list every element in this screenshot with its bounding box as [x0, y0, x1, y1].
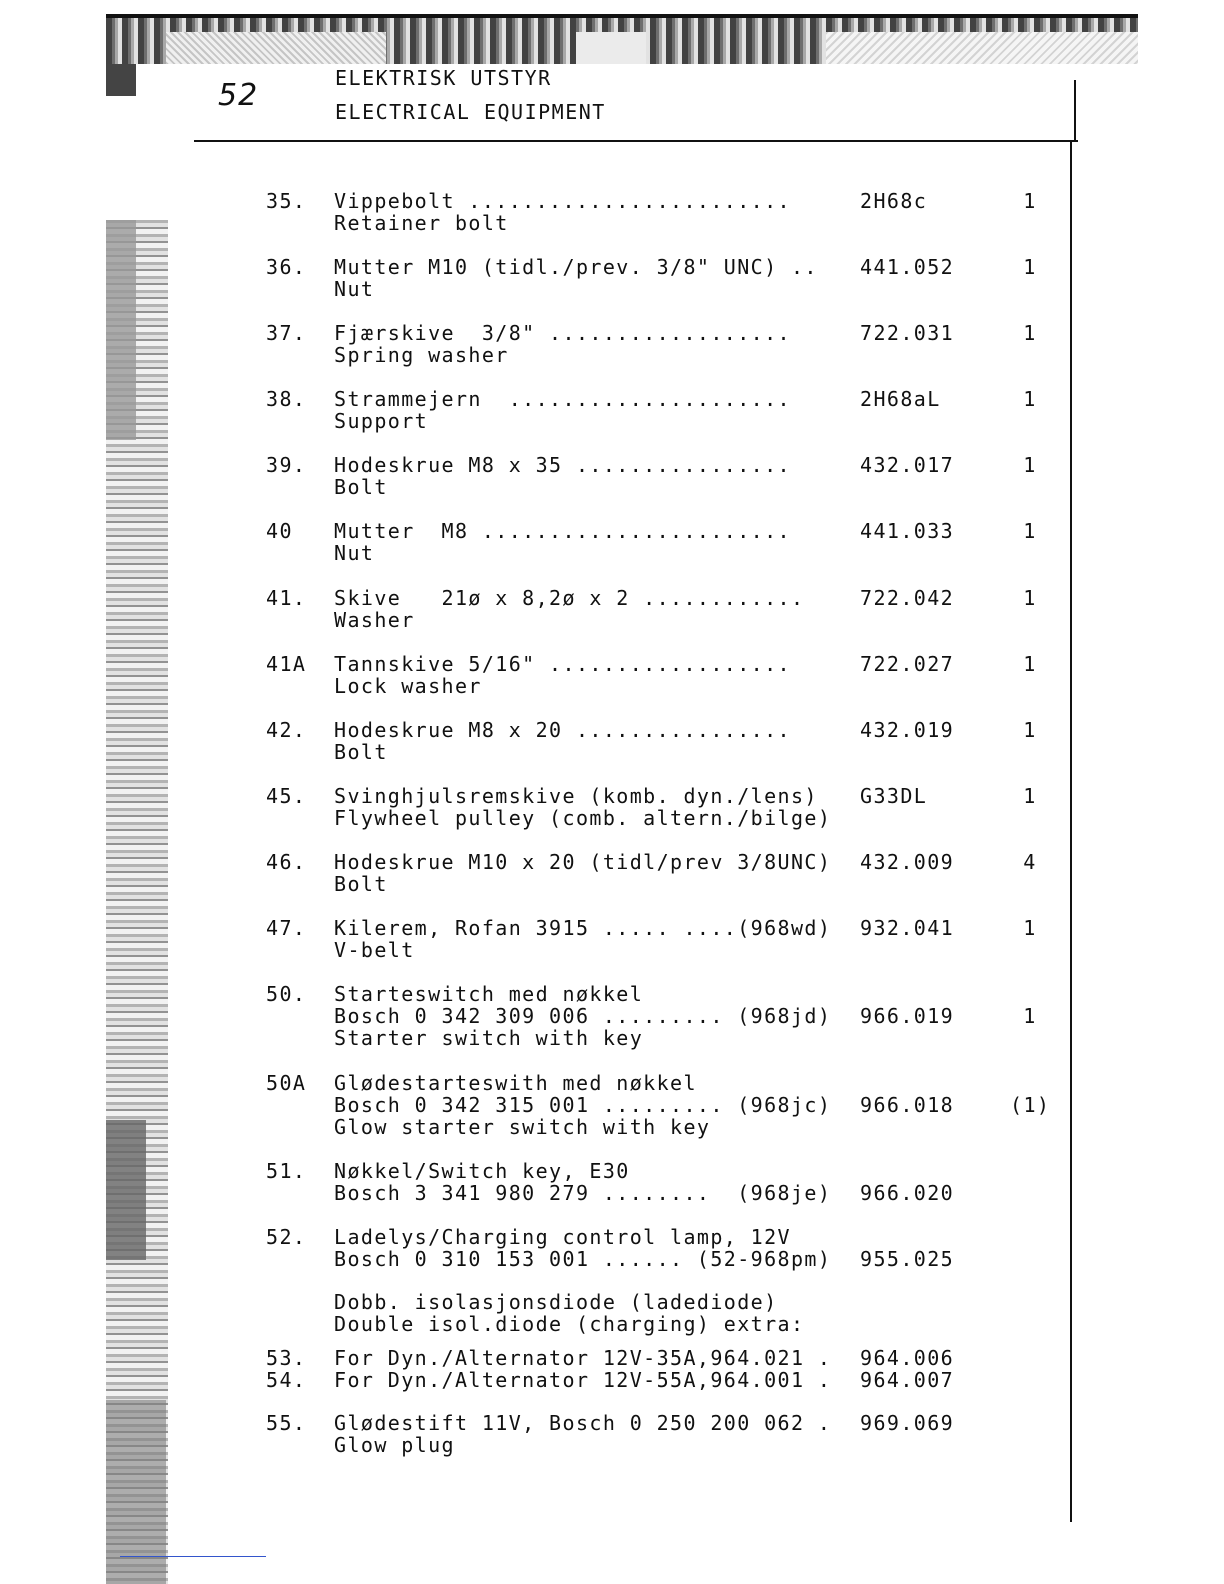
- part-quantity: 1: [1023, 519, 1037, 543]
- part-description: Starteswitch med nøkkel: [334, 982, 644, 1006]
- part-quantity: 1: [1023, 387, 1037, 411]
- part-item-number: 51.: [266, 1159, 307, 1183]
- part-item-number: 46.: [266, 850, 307, 874]
- part-number: 722.042: [860, 586, 955, 610]
- part-item-number: 50.: [266, 982, 307, 1006]
- part-description-line: Bolt: [334, 872, 388, 896]
- part-number: 441.033: [860, 519, 955, 543]
- part-description-line: Starter switch with key: [334, 1026, 644, 1050]
- part-quantity: 1: [1023, 453, 1037, 477]
- part-description-line: Support: [334, 409, 429, 433]
- part-number: 964.006: [860, 1346, 955, 1370]
- part-description-line: Glow plug: [334, 1433, 455, 1457]
- part-item-number: 47.: [266, 916, 307, 940]
- part-description-line: Bosch 0 310 153 001 ...... (52-968pm): [334, 1247, 832, 1271]
- part-description: Hodeskrue M10 x 20 (tidl/prev 3/8UNC): [334, 850, 832, 874]
- part-number: 969.069: [860, 1411, 955, 1435]
- part-number: 2H68c: [860, 189, 928, 213]
- part-quantity: 4: [1023, 850, 1037, 874]
- part-description: Dobb. isolasjonsdiode (ladediode): [334, 1290, 778, 1314]
- part-description-line: Bolt: [334, 475, 388, 499]
- part-number: 955.025: [860, 1247, 955, 1271]
- part-description-line: Nut: [334, 277, 375, 301]
- part-quantity: 1: [1023, 255, 1037, 279]
- part-item-number: 45.: [266, 784, 307, 808]
- part-description: Nøkkel/Switch key, E30: [334, 1159, 630, 1183]
- part-description-line: Bosch 0 342 315 001 ......... (968jc): [334, 1093, 832, 1117]
- part-number: 432.019: [860, 718, 955, 742]
- part-number: 432.009: [860, 850, 955, 874]
- part-quantity: 1: [1023, 652, 1037, 676]
- part-description: Glødestarteswith med nøkkel: [334, 1071, 697, 1095]
- part-item-number: 53.: [266, 1346, 307, 1370]
- part-quantity: 1: [1023, 718, 1037, 742]
- part-quantity: 1: [1023, 321, 1037, 345]
- page-number: 52: [218, 78, 259, 113]
- part-item-number: 35.: [266, 189, 307, 213]
- part-number: 432.017: [860, 453, 955, 477]
- section-title-english: ELECTRICAL EQUIPMENT: [335, 100, 606, 124]
- part-description-line: V-belt: [334, 938, 415, 962]
- part-number: 932.041: [860, 916, 955, 940]
- part-description-line: Double isol.diode (charging) extra:: [334, 1312, 805, 1336]
- part-description-line: Spring washer: [334, 343, 509, 367]
- part-item-number: 52.: [266, 1225, 307, 1249]
- part-description-line: Lock washer: [334, 674, 482, 698]
- part-description: Hodeskrue M8 x 20 ................: [334, 718, 791, 742]
- part-description: Vippebolt ........................: [334, 189, 791, 213]
- part-description-line: Bolt: [334, 740, 388, 764]
- part-description: Tannskive 5/16" ..................: [334, 652, 791, 676]
- part-description: For Dyn./Alternator 12V-55A,964.001 .: [334, 1368, 832, 1392]
- part-quantity: (1): [1010, 1093, 1051, 1117]
- part-quantity: 1: [1023, 586, 1037, 610]
- part-item-number: 41A: [266, 652, 307, 676]
- part-number: 722.031: [860, 321, 955, 345]
- part-description: Skive 21ø x 8,2ø x 2 ............: [334, 586, 805, 610]
- part-description: Hodeskrue M8 x 35 ................: [334, 453, 791, 477]
- part-item-number: 38.: [266, 387, 307, 411]
- part-quantity: 1: [1023, 784, 1037, 808]
- part-description: Kilerem, Rofan 3915 ..... ....(968wd): [334, 916, 832, 940]
- part-item-number: 36.: [266, 255, 307, 279]
- part-item-number: 40: [266, 519, 293, 543]
- part-description: Mutter M8 .......................: [334, 519, 791, 543]
- part-description: Svinghjulsremskive (komb. dyn./lens): [334, 784, 818, 808]
- part-item-number: 41.: [266, 586, 307, 610]
- part-number: G33DL: [860, 784, 928, 808]
- part-number: 2H68aL: [860, 387, 941, 411]
- part-description-line: Nut: [334, 541, 375, 565]
- part-description-line: Glow starter switch with key: [334, 1115, 711, 1139]
- part-item-number: 37.: [266, 321, 307, 345]
- part-quantity: 1: [1023, 916, 1037, 940]
- section-title-norwegian: ELEKTRISK UTSTYR: [335, 66, 552, 90]
- part-description-line: Bosch 3 341 980 279 ........ (968je): [334, 1181, 832, 1205]
- part-description: Mutter M10 (tidl./prev. 3/8" UNC) ..: [334, 255, 818, 279]
- part-item-number: 39.: [266, 453, 307, 477]
- part-number: 964.007: [860, 1368, 955, 1392]
- part-number: 441.052: [860, 255, 955, 279]
- part-item-number: 42.: [266, 718, 307, 742]
- part-description-line: Bosch 0 342 309 006 ......... (968jd): [334, 1004, 832, 1028]
- part-item-number: 54.: [266, 1368, 307, 1392]
- part-quantity: 1: [1023, 189, 1037, 213]
- part-number: 966.018: [860, 1093, 955, 1117]
- part-description: For Dyn./Alternator 12V-35A,964.021 .: [334, 1346, 832, 1370]
- part-description: Strammejern .....................: [334, 387, 791, 411]
- part-number: 966.019: [860, 1004, 955, 1028]
- part-item-number: 55.: [266, 1411, 307, 1435]
- part-description: Ladelys/Charging control lamp, 12V: [334, 1225, 791, 1249]
- part-number: 722.027: [860, 652, 955, 676]
- part-description-line: Retainer bolt: [334, 211, 509, 235]
- part-description-line: Flywheel pulley (comb. altern./bilge): [334, 806, 832, 830]
- part-description: Glødestift 11V, Bosch 0 250 200 062 .: [334, 1411, 832, 1435]
- part-description-line: Washer: [334, 608, 415, 632]
- part-quantity: 1: [1023, 1004, 1037, 1028]
- part-description: Fjærskive 3/8" ..................: [334, 321, 791, 345]
- part-number: 966.020: [860, 1181, 955, 1205]
- part-item-number: 50A: [266, 1071, 307, 1095]
